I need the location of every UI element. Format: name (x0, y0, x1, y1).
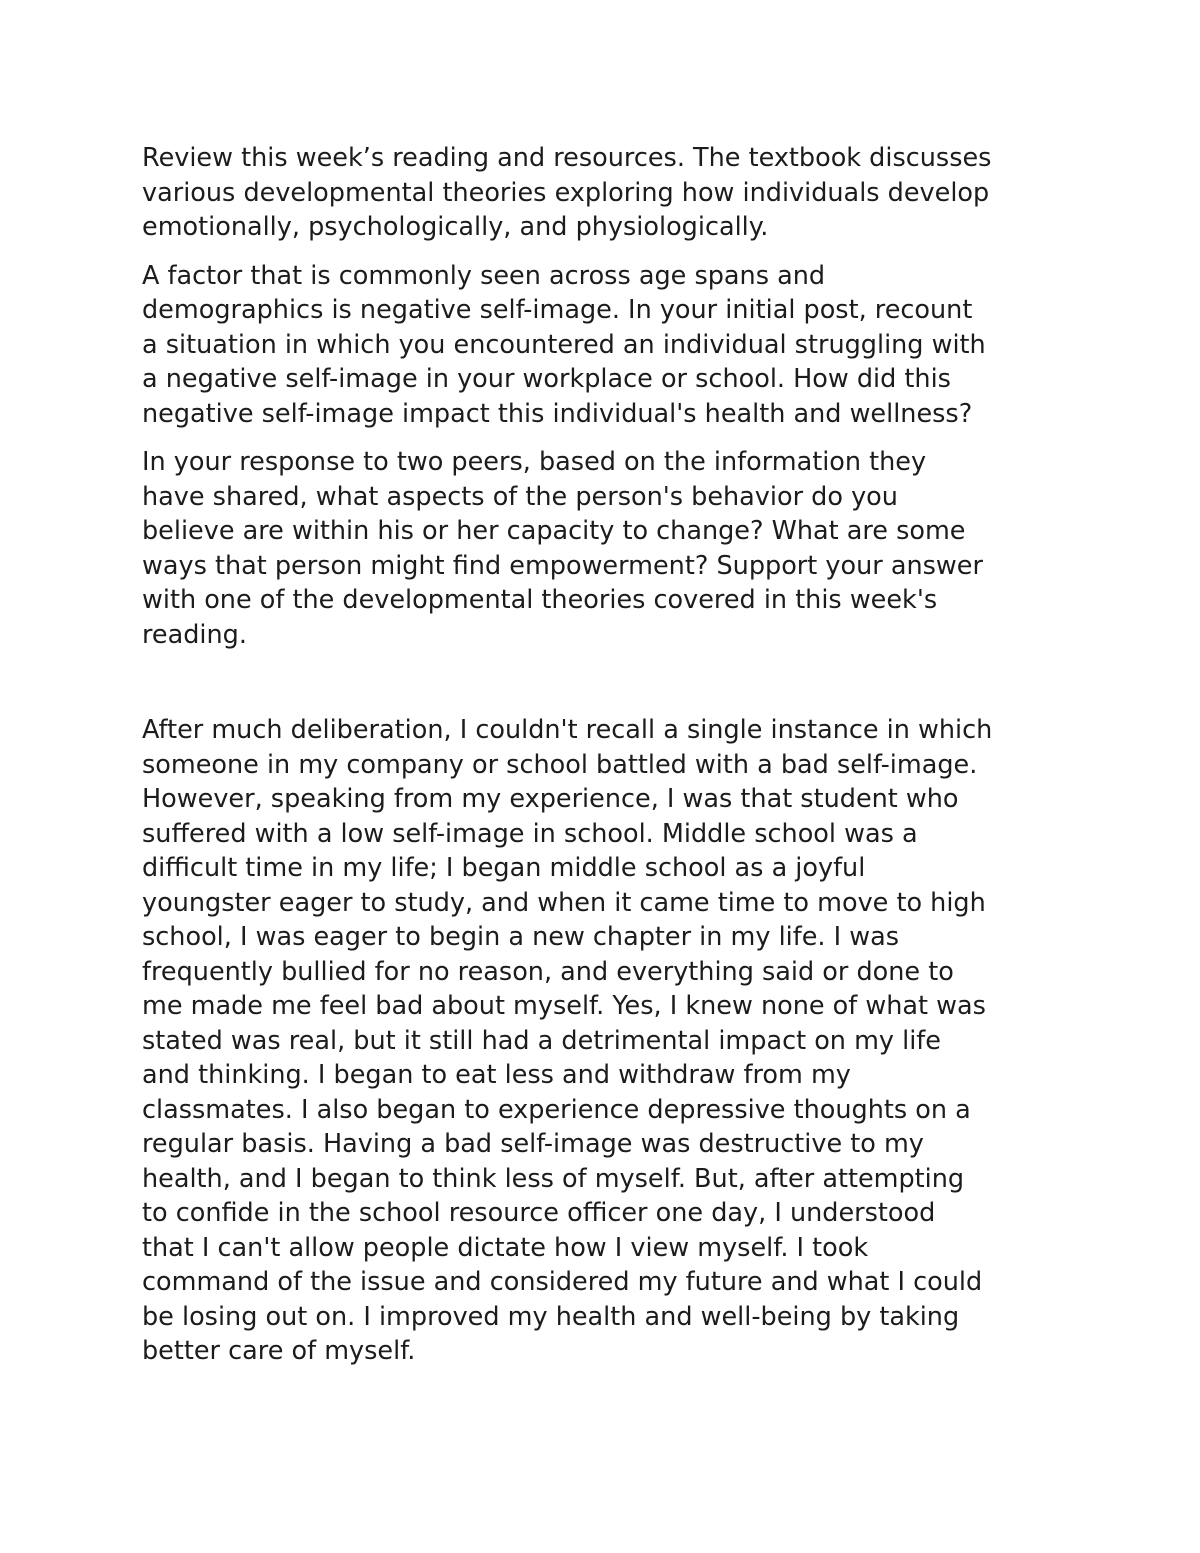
prompt-paragraph-review: Review this week’s reading and resources. The textbook discusses various developmental theories exploring how individuals develop emotionally, psychologically, and physiologically. (142, 143, 992, 242)
document-body (142, 141, 1070, 1369)
prompt-paragraph-peer-response: In your response to two peers, based on the information they have shared, what aspects of the person's behavior do you believe are within his or her capacity to change? What are some ways that person might find empowerment? Support your answer with one of the developmental theories covered in this week's reading. (142, 447, 983, 650)
prompt-paragraph-initial-post: A factor that is commonly seen across age spans and demographics is negative self-image. In your initial post, recount a situation in which you encountered an individual struggling with a negative self-image in your workplace or school. How did this negative self-image impact this individual's health and wellness? (142, 260, 986, 429)
response-paragraph: After much deliberation, I couldn't recall a single instance in which someone in my company or school battled with a bad self-image. However, speaking from my experience, I was that student who suffered with a low self-image in school. Middle school was a difficult time in my life; I began middle school as a joyful youngster eager to study, and when it came time to move to high school, I was eager to begin a new chapter in my life. I was frequently bullied for no reason, and everything said or done to me made me feel bad about myself. Yes, I knew none of what was stated was real, but it still had a detrimental impact on my life and thinking. I began to eat less and withdraw from my classmates. I also began to experience depressive thoughts on a regular basis. Having a bad self-image was destructive to my health, and I began to think less of myself. But, after attempting to confide in the school resource officer one day, I understood that I can't allow people dictate how I view myself. I took command of the issue and considered my future and what I could be losing out on. I improved my health and well-being by taking better care of myself. (142, 715, 993, 1366)
